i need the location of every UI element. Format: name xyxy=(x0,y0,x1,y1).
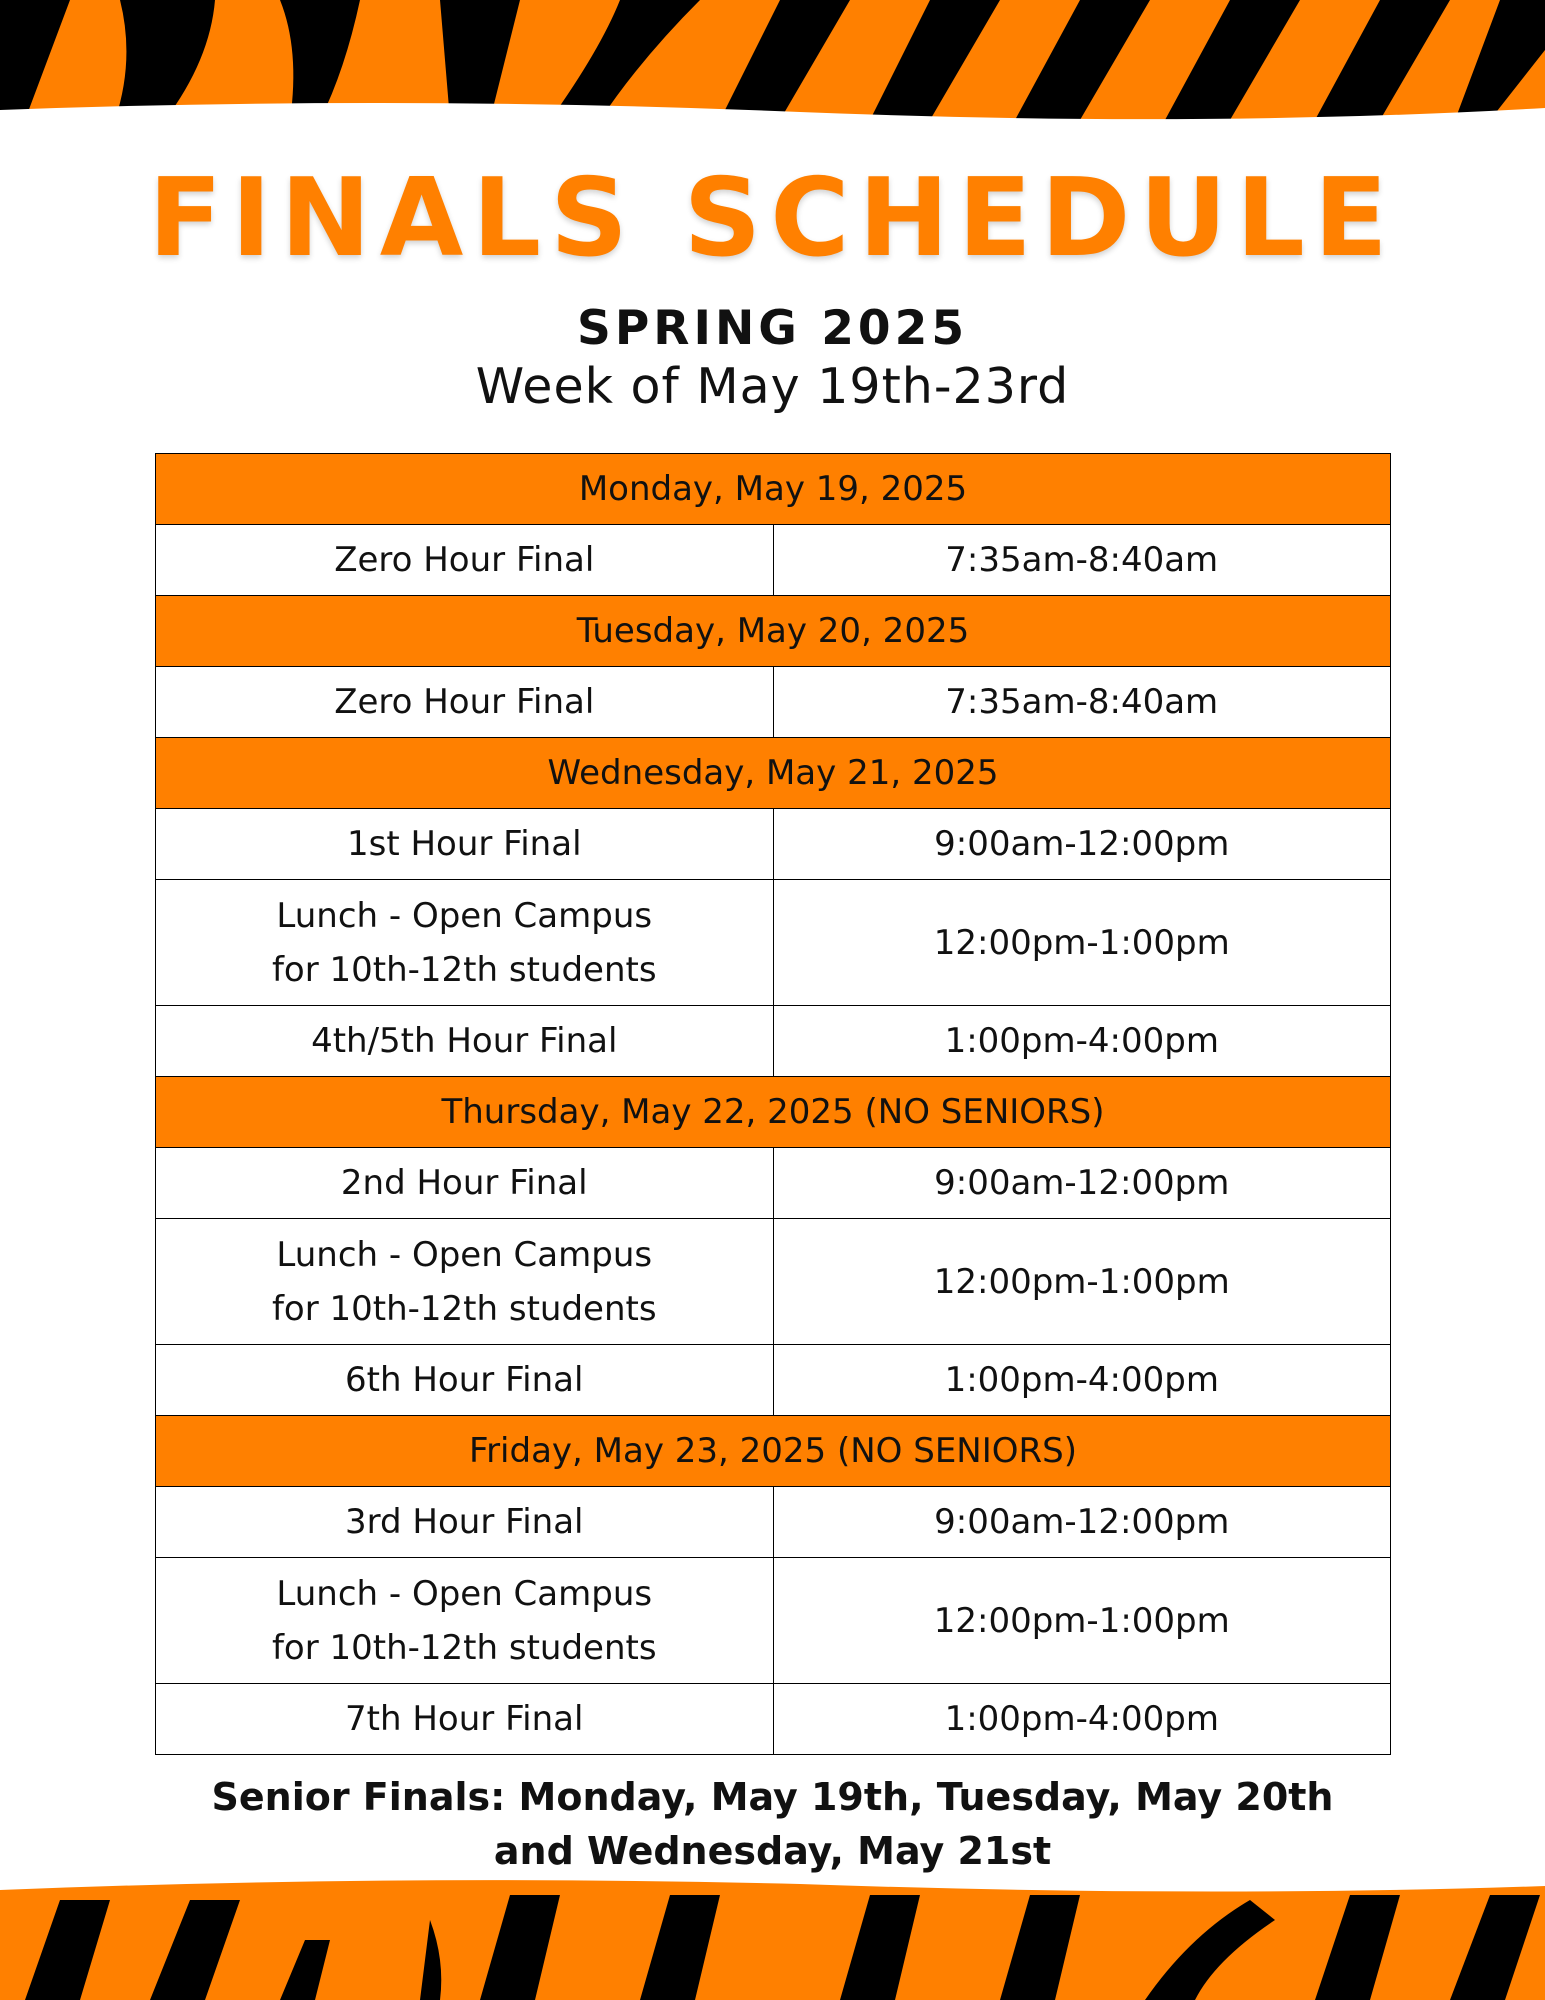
table-row xyxy=(156,1487,1391,1558)
senior-finals-line-1: Senior Finals: Monday, May 19th, Tuesday, May 20th xyxy=(211,1775,1334,1819)
time-cell: 7:35am-8:40am xyxy=(773,525,1391,596)
event-line-1: Lunch - Open Campus xyxy=(276,1573,653,1614)
event-cell xyxy=(156,1219,774,1345)
table-row xyxy=(156,1148,1391,1219)
tiger-stripes-bottom xyxy=(0,1880,1545,2000)
day-header-thursday: Thursday, May 22, 2025 (NO SENIORS) xyxy=(156,1077,1391,1148)
event-cell xyxy=(156,880,774,1006)
time-cell: 7:35am-8:40am xyxy=(773,667,1391,738)
day-header-row xyxy=(156,738,1391,809)
event-cell xyxy=(156,1558,774,1684)
event-cell: Zero Hour Final xyxy=(156,525,774,596)
senior-finals-note xyxy=(0,1770,1545,1878)
event-cell: 1st Hour Final xyxy=(156,809,774,880)
day-header-row xyxy=(156,1077,1391,1148)
day-header-row xyxy=(156,1416,1391,1487)
event-cell: 6th Hour Final xyxy=(156,1345,774,1416)
table-row xyxy=(156,667,1391,738)
term-heading: SPRING 2025 xyxy=(576,301,969,356)
event-line-1: Lunch - Open Campus xyxy=(276,895,653,936)
page-title: FINALS SCHEDULE xyxy=(148,156,1397,281)
event-cell: Zero Hour Final xyxy=(156,667,774,738)
time-cell: 1:00pm-4:00pm xyxy=(773,1684,1391,1755)
event-line-2: for 10th-12th students xyxy=(271,1288,657,1329)
time-cell: 12:00pm-1:00pm xyxy=(773,1558,1391,1684)
event-cell: 7th Hour Final xyxy=(156,1684,774,1755)
day-header-monday: Monday, May 19, 2025 xyxy=(156,454,1391,525)
table-row xyxy=(156,525,1391,596)
day-header-row xyxy=(156,596,1391,667)
table-row xyxy=(156,809,1391,880)
time-cell: 1:00pm-4:00pm xyxy=(773,1006,1391,1077)
day-header-wednesday: Wednesday, May 21, 2025 xyxy=(156,738,1391,809)
table-row xyxy=(156,1558,1391,1684)
event-line-2: for 10th-12th students xyxy=(271,1627,657,1668)
finals-schedule-table xyxy=(155,453,1391,1755)
tiger-stripes-top xyxy=(0,0,1545,120)
time-cell: 12:00pm-1:00pm xyxy=(773,880,1391,1006)
event-cell: 4th/5th Hour Final xyxy=(156,1006,774,1077)
day-header-friday: Friday, May 23, 2025 (NO SENIORS) xyxy=(156,1416,1391,1487)
table-row xyxy=(156,880,1391,1006)
day-header-tuesday: Tuesday, May 20, 2025 xyxy=(156,596,1391,667)
senior-finals-line-2: and Wednesday, May 21st xyxy=(493,1829,1052,1873)
time-cell: 9:00am-12:00pm xyxy=(773,809,1391,880)
event-cell: 3rd Hour Final xyxy=(156,1487,774,1558)
event-line-1: Lunch - Open Campus xyxy=(276,1234,653,1275)
week-subtitle: Week of May 19th-23rd xyxy=(475,358,1070,415)
table-row xyxy=(156,1345,1391,1416)
table-row xyxy=(156,1684,1391,1755)
event-cell: 2nd Hour Final xyxy=(156,1148,774,1219)
table-row xyxy=(156,1219,1391,1345)
time-cell: 9:00am-12:00pm xyxy=(773,1487,1391,1558)
time-cell: 1:00pm-4:00pm xyxy=(773,1345,1391,1416)
day-header-row xyxy=(156,454,1391,525)
table-row xyxy=(156,1006,1391,1077)
time-cell: 12:00pm-1:00pm xyxy=(773,1219,1391,1345)
time-cell: 9:00am-12:00pm xyxy=(773,1148,1391,1219)
event-line-2: for 10th-12th students xyxy=(271,949,657,990)
